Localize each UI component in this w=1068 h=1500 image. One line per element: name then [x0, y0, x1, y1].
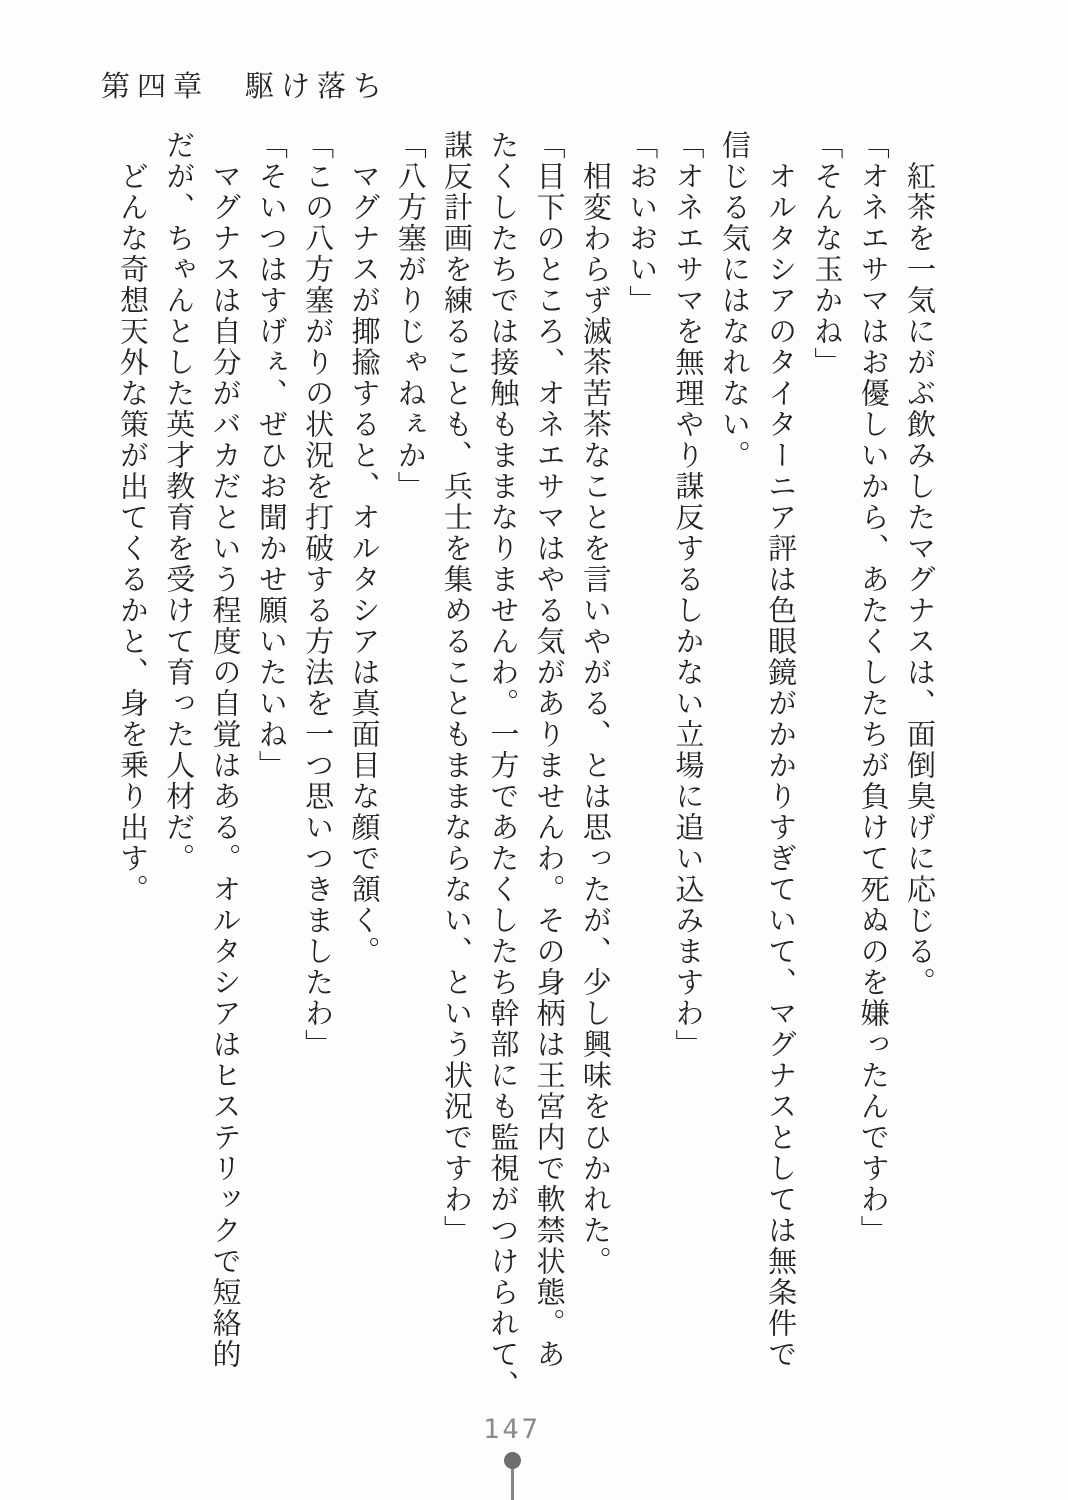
text-column-18: どんな奇想天外な策が出てくるかと、身を乗り出す。 [115, 161, 148, 905]
text-column-15: 「そいつはすげぇ、ぜひお聞かせ願いたいね」 [254, 130, 287, 781]
text-column-8: 相変わらず滅茶苦茶なことを言いやがる、とは思ったが、少し興味をひかれた。 [578, 161, 611, 1277]
text-column-4: オルタシアのタイターニア評は色眼鏡がかかりすぎていて、マグナスとしては無条件で [764, 161, 797, 1370]
text-column-11: 謀反計画を練ることも、兵士を集めることもままならない、という状況ですわ」 [440, 130, 473, 1246]
text-column-16: マグナスは自分がバカだという程度の自覚はある。オルタシアはヒステリックで短絡的 [208, 161, 241, 1370]
text-column-14: 「この八方塞がりの状況を打破する方法を一つ思いつきましたわ」 [301, 130, 334, 1060]
text-column-10: たくしたちでは接触もままなりませんわ。一方であたくしたち幹部にも監視がつけられて、 [486, 130, 519, 1401]
text-block [109, 130, 942, 1401]
text-column-1: 紅茶を一気にがぶ飲みしたマグナスは、面倒臭げに応じる。 [903, 161, 935, 998]
footer-line-ornament [511, 1467, 514, 1500]
text-column-5: 信じる気にはなれない。 [717, 130, 750, 471]
text-column-2: 「オネエサマはお優しいから、あたくしたちが負けて死ぬのを嫌ったんですわ」 [856, 130, 889, 1246]
text-column-13: マグナスが揶揄すると、オルタシアは真面目な顔で頷く。 [347, 161, 380, 967]
chapter-header: 第四章 駆け落ち [101, 71, 390, 103]
text-column-6: 「オネエサマを無理やり謀反するしかない立場に追い込みますわ」 [671, 130, 704, 1060]
text-column-3: 「そんな玉かね」 [810, 130, 843, 378]
text-column-17: だが、ちゃんとした英才教育を受けて育った人材だ。 [162, 130, 195, 874]
text-column-7: 「おいおい」 [625, 130, 658, 316]
text-column-12: 「八方塞がりじゃねぇか」 [393, 130, 426, 502]
page-number: 147 [483, 1414, 541, 1445]
text-column-9: 「目下のところ、オネエサマはやる気がありませんわ。その身柄は王宮内で軟禁状態。あ [532, 130, 565, 1370]
